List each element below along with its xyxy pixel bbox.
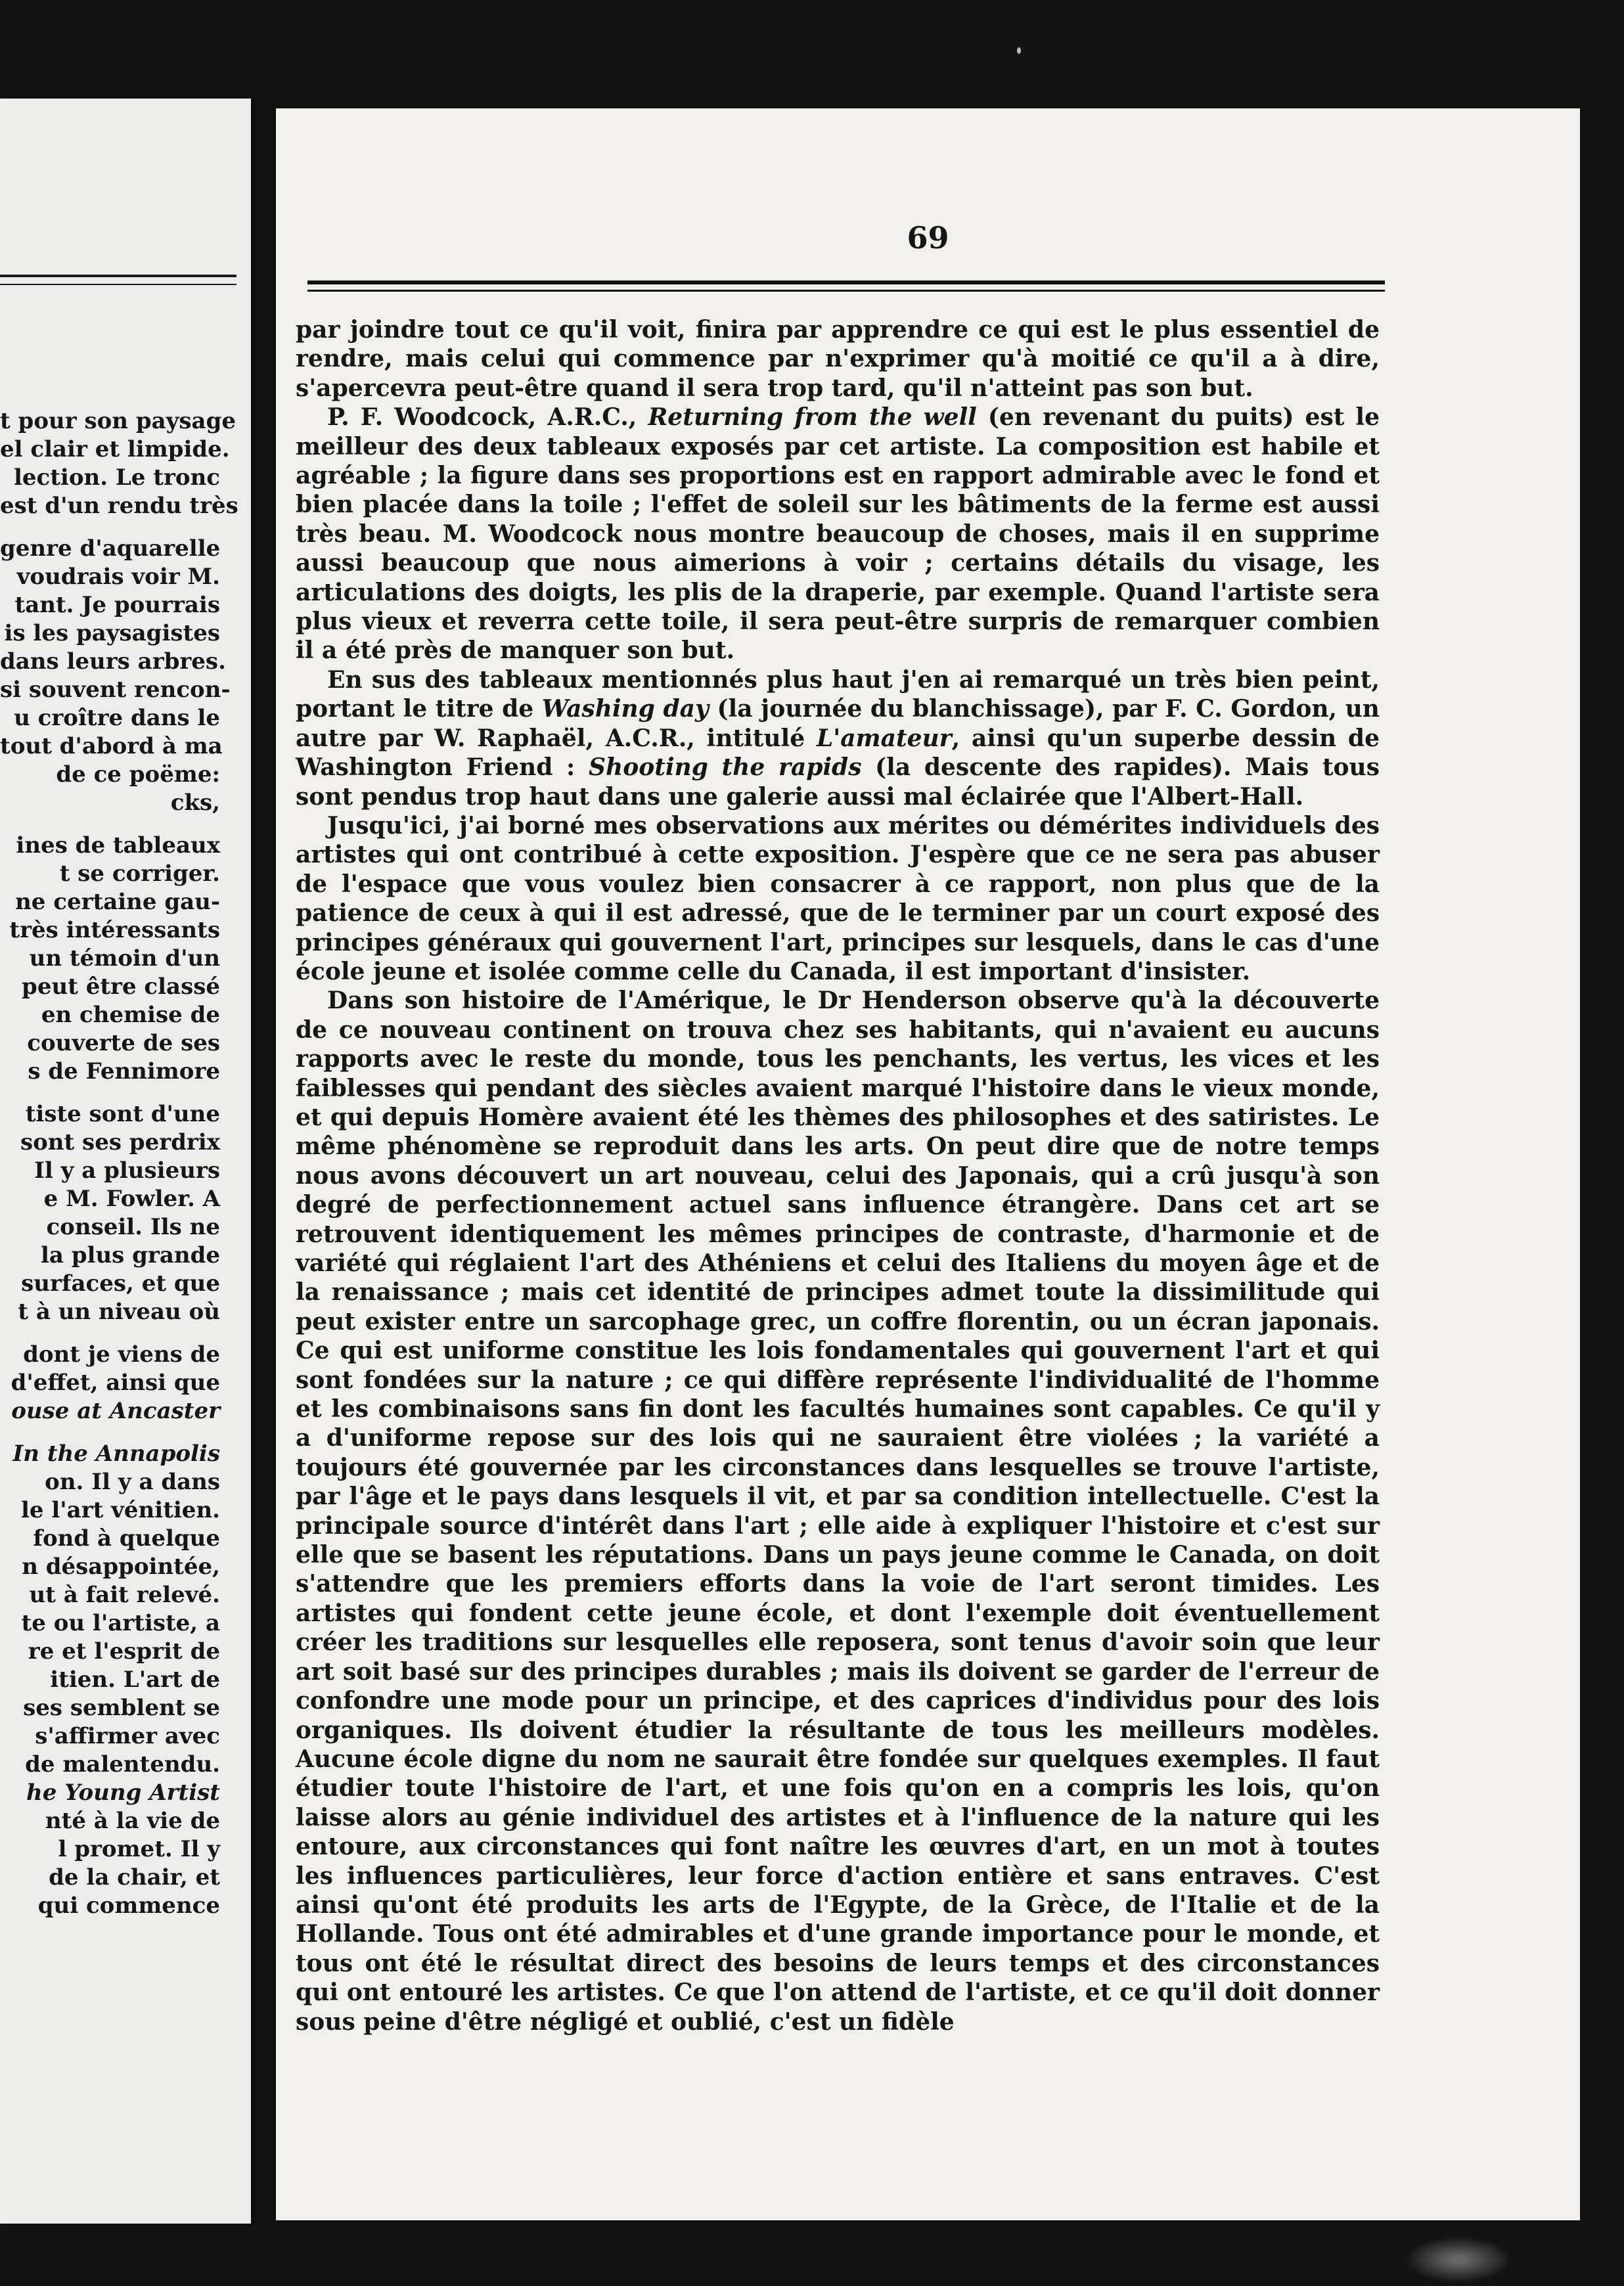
- left-page-line: de la chair, et: [49, 1864, 220, 1891]
- left-page-line: [0, 1326, 220, 1341]
- left-page-line: [0, 520, 220, 535]
- left-page-line: Il y a plusieurs: [34, 1157, 220, 1184]
- left-page-line: cks,: [170, 790, 220, 816]
- left-page-line: est d'un rendu très: [0, 493, 238, 519]
- left-page-line: surfaces, et que: [21, 1270, 220, 1297]
- left-page-rule: [0, 275, 237, 277]
- left-page-line: le l'art vénitien.: [20, 1497, 220, 1523]
- left-page-line: t se corriger.: [59, 861, 220, 887]
- right-page: [276, 108, 1580, 2220]
- left-page-line: lection. Le tronc: [13, 464, 220, 491]
- left-page-line: l promet. Il y: [58, 1836, 220, 1862]
- left-page-line: ines de tableaux: [16, 832, 220, 859]
- artwork-title: Shooting the rapids: [589, 753, 862, 782]
- left-page-line: la plus grande: [40, 1242, 220, 1268]
- body-paragraph: P. F. Woodcock, A.R.C., Returning from the well (en revenant du puits) est le meilleur des deux tableaux exposés par cet artiste. La composition est habile et agréable ; la figure dans ses proportions est en rapport admirable avec le fond et bien placée dans la toile ; l'effet de soleil sur les bâtiments de la ferme est aussi très beau. M. Woodcock nous montre beaucoup de choses, mais il en supprime aussi beaucoup que nous aimerions à voir ; certains détails du visage, les articulations des doigts, les plis de la draperie, par exemple. Quand l'artiste sera plus vieux et reverra cette toile, il sera peut-être surpris de remarquer combien il a été près de manquer son but.: [296, 403, 1380, 665]
- left-page-line: itien. L'art de: [50, 1667, 220, 1693]
- left-page-line: ses semblent se: [23, 1695, 220, 1721]
- body-text: [296, 315, 1380, 2036]
- left-page-line: In the Annapolis: [12, 1441, 220, 1467]
- left-page-line: un témoin d'un: [29, 945, 220, 972]
- left-page-line: ouse at Ancaster: [11, 1398, 220, 1424]
- left-page-line: e M. Fowler. A: [43, 1186, 220, 1212]
- left-page: [0, 99, 251, 2224]
- left-page-line: u croître dans le: [14, 705, 220, 731]
- left-page-line: te ou l'artiste, a: [21, 1610, 220, 1636]
- left-page-line: [0, 1086, 220, 1100]
- left-page-line: dont je viens de: [23, 1341, 220, 1368]
- scan-speck: [1017, 47, 1021, 54]
- left-page-line: s'affirmer avec: [35, 1723, 220, 1749]
- left-page-line: d'effet, ainsi que: [11, 1370, 220, 1396]
- left-page-line: sont ses perdrix: [20, 1129, 220, 1155]
- left-page-line: ne certaine gau-: [15, 889, 220, 915]
- left-page-line: peut être classé: [22, 974, 220, 1000]
- left-page-line: tout d'abord à ma: [0, 733, 223, 759]
- left-page-line: en chemise de: [41, 1002, 220, 1028]
- left-page-line: dans leurs arbres.: [0, 648, 226, 675]
- left-page-line: fond à quelque: [33, 1525, 220, 1552]
- left-page-line: si souvent rencon-: [0, 677, 231, 703]
- left-page-line: t pour son paysage: [0, 408, 236, 434]
- left-page-line: tiste sont d'une: [25, 1101, 220, 1127]
- page-number: 69: [907, 220, 949, 256]
- body-paragraph: Jusqu'ici, j'ai borné mes observations aux mérites ou démérites individuels des artistes qui ont contribué à cette exposition. J'espère que ce ne sera pas abuser de l'espace que vous voulez bien consacrer à ce rapport, non plus que de la patience de ceux à qui il est adressé, que de le terminer par un court exposé des principes généraux qui gouvernent l'art, principes sur lesquels, dans le cas d'une école jeune et isolée comme celle du Canada, il est important d'insister.: [296, 811, 1380, 985]
- artwork-title: Returning from the well: [648, 403, 977, 432]
- scan-noise: [1406, 2237, 1511, 2283]
- left-page-line: t à un niveau où: [18, 1299, 220, 1325]
- left-page-line: he Young Artist: [26, 1780, 220, 1806]
- left-page-line: el clair et limpide.: [0, 436, 230, 462]
- left-page-line: voudrais voir M.: [16, 564, 220, 590]
- body-paragraph: Dans son histoire de l'Amérique, le Dr Henderson observe qu'à la découverte de ce nouveau continent on trouva chez ses habitants, qui n'avaient eu aucuns rapports avec le reste du monde, tous les penchants, les vertus, les vices et les faiblesses qui pendant des siècles avaient marqué l'histoire dans le vieux monde, et qui depuis Homère avaient été les thèmes des philosophes et des satiristes. Le même phénomène se reproduit dans les arts. On peut dire que de notre temps nous avons découvert un art nouveau, celui des Japonais, qui a crû jusqu'à son degré de perfectionnement actuel sans influence étrangère. Dans cet art se retrouvent identiquement les mêmes principes de contraste, d'harmonie et de variété qui réglaient l'art des Athéniens et celui des Italiens du moyen âge et de la renaissance ; mais cet identité de principes admet toute la dissimilitude qui peut exister entre un sarcophage grec, un coffre florentin, ou un écran japonais. Ce qui est uniforme constitue les lois fondamentales qui gouvernent l'art et qui sont fondées sur la nature ; ce qui diffère représente l'individualité de l'homme et les combinaisons sans fin dont les facultés humaines sont capables. Ce qu'il y a d'uniforme repose sur des lois qui ne sauraient être violées ; la variété a toujours été gouvernée par les circonstances dans lesquelles se trouve l'artiste, par l'âge et le pays dans lesquels il vit, et par sa condition intellectuelle. C'est la principale source d'intérêt dans l'art ; elle aide à expliquer l'histoire et c'est sur elle que se basent les réputations. Dans un pays jeune comme le Canada, on doit s'attendre que les premiers efforts dans la voie de l'art seront timides. Les artistes qui fondent cette jeune école, et dont l'exemple doit éventuellement créer les traditions sur lesquelles elle reposera, sont tenus d'avoir soin que leur art soit basé sur des principes durables ; mais ils doivent se garder de l'erreur de confondre une mode pour un principe, et des caprices d'individus pour des lois organiques. Ils doivent étudier la résultante de tous les meilleurs modèles. Aucune école digne du nom ne saurait être fondée sur quelques exemples. Il faut étudier toute l'histoire de l'art, et une fois qu'on en a compris les lois, qu'on laisse alors au génie individuel des artistes et à l'influence de la nature qui les entoure, aux circonstances qui font naître les œuvres d'art, en un mot à toutes les influences particulières, leur force d'action entière et sans entraves. C'est ainsi qu'ont été produits les arts de l'Egypte, de la Grèce, de l'Italie et de la Hollande. Tous ont été admirables et d'une grande importance pour le monde, et tous ont été le résultat direct des besoins de leurs temps et des circonstances qui ont entouré les artistes. Ce que l'on attend de l'artiste, et ce qu'il doit donner sous peine d'être négligé et oublié, c'est un fidèle: [296, 987, 1380, 2036]
- left-page-line: qui commence: [37, 1893, 220, 1919]
- left-page-line: on. Il y a dans: [45, 1469, 220, 1495]
- left-page-line: de ce poëme:: [56, 761, 220, 788]
- left-page-line: [0, 1425, 220, 1440]
- left-page-line: nté à la vie de: [45, 1808, 220, 1834]
- left-page-line: n désappointée,: [22, 1554, 220, 1580]
- body-paragraph: par joindre tout ce qu'il voit, finira par apprendre ce qui est le plus essentiel de rendre, mais celui qui commence par n'exprimer qu'à moitié ce qu'il a à dire, s'apercevra peut-être quand il sera trop tard, qu'il n'atteint pas son but.: [296, 316, 1380, 402]
- left-page-line: is les paysagistes: [4, 620, 220, 646]
- left-page-line: très intéressants: [9, 917, 220, 943]
- left-page-line: de malentendu.: [25, 1751, 220, 1778]
- left-page-line: re et l'esprit de: [28, 1638, 220, 1665]
- artwork-title: Washing day: [541, 695, 709, 723]
- body-paragraph: En sus des tableaux mentionnés plus haut j'en ai remarqué un très bien peint, portant le titre de Washing day (la journée du blanchissage), par F. C. Gordon, un autre par W. Raphaël, A.C.R., intitulé L'amateur, ainsi qu'un superbe dessin de Washington Friend : Shooting the rapids (la descente des rapides). Mais tous sont pendus trop haut dans une galerie aussi mal éclairée que l'Albert-Hall.: [296, 665, 1380, 811]
- left-page-line: s de Fennimore: [28, 1058, 220, 1085]
- left-page-line: [0, 817, 220, 832]
- artwork-title: L'amateur: [816, 724, 952, 752]
- left-page-text-fragments: [0, 407, 238, 1920]
- left-page-line: couverte de ses: [27, 1030, 220, 1056]
- left-page-line: conseil. Ils ne: [46, 1214, 220, 1240]
- left-page-rule-thin: [0, 284, 237, 285]
- header-rule-thin: [307, 290, 1385, 292]
- left-page-line: tant. Je pourrais: [14, 592, 220, 618]
- left-page-line: genre d'aquarelle: [0, 535, 221, 562]
- left-page-line: ut à fait relevé.: [29, 1582, 220, 1608]
- header-rule-thick: [307, 280, 1385, 284]
